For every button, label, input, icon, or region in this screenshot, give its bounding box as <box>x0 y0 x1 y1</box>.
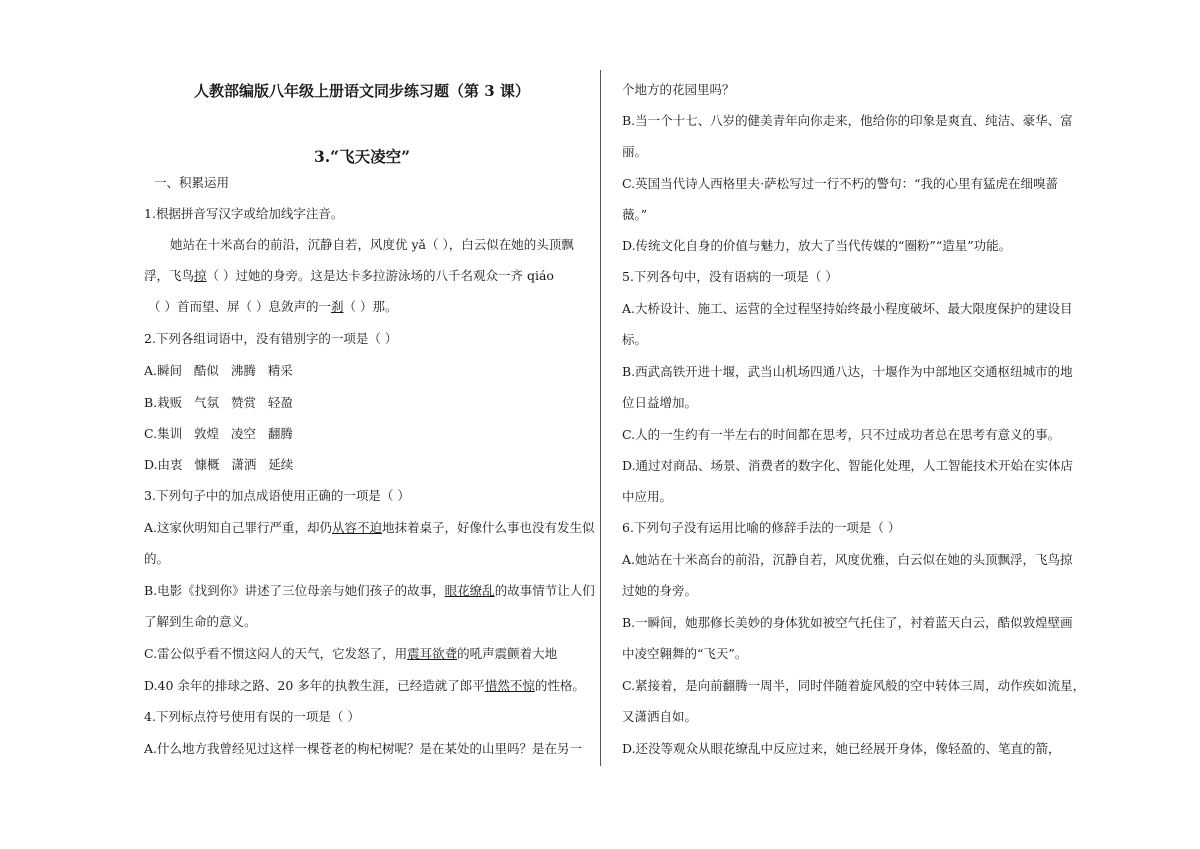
q6-option-d-line-1: D.还没等观众从眼花缭乱中反应过来，她已经展开身体，像轻盈的、笔直的箭， <box>622 741 1061 756</box>
q1-passage-line-2: 浮，飞鸟掠（ ）过她的身旁。这是达卡多拉游泳场的八千名观众一齐 qiáo <box>144 268 554 283</box>
question-4: 4.下列标点符号使用有误的一项是（ ） <box>144 709 360 724</box>
q3-option-d: D.40 余年的排球之路、20 多年的执教生涯，已经造就了郎平惜然不惊的性格。 <box>144 678 585 693</box>
q6-option-b-line-2: 中凌空翱舞的“飞天”。 <box>622 646 748 661</box>
question-6: 6.下列句子没有运用比喻的修辞手法的一项是（ ） <box>622 520 901 535</box>
q4-option-b-line-2: 丽。 <box>622 144 648 159</box>
q6-option-a-line-2: 过她的身旁。 <box>622 583 698 598</box>
q2-option-a: A.瞬间 酷似 沸腾 精采 <box>144 363 293 378</box>
q1-passage-line-3: （ ）首而望、屏（ ）息敛声的一刹（ ）那。 <box>148 299 398 314</box>
document-title: 人教部编版八年级上册语文同步练习题（第 3 课） <box>194 82 530 100</box>
question-2: 2.下列各组词语中，没有错别字的一项是（ ） <box>144 331 398 346</box>
q4-option-b-line-1: B.当一个十七、八岁的健美青年向你走来，他给你的印象是爽直、纯洁、豪华、富 <box>622 113 1073 128</box>
q4-option-a-line-1: A.什么地方我曾经见过这样一棵苍老的枸杞树呢？是在某处的山里吗？是在另一 <box>144 741 583 756</box>
question-5: 5.下列各句中，没有语病的一项是（ ） <box>622 269 838 284</box>
q6-option-a-line-1: A.她站在十米高台的前沿，沉静自若，风度优雅，白云似在她的头顶飘浮，飞鸟掠 <box>622 552 1073 567</box>
lesson-title: 3.“飞天凌空” <box>313 147 410 166</box>
q6-option-b-line-1: B.一瞬间，她那修长美妙的身体犹如被空气托住了，衬着蓝天白云，酷似敦煌壁画 <box>622 615 1073 630</box>
q4-option-d: D.传统文化自身的价值与魅力，放大了当代传媒的“圈粉”“造星”功能。 <box>622 238 1012 253</box>
q6-option-c-line-1: C.紧接着，是向前翻腾一周半，同时伴随着旋风般的空中转体三周，动作疾如流星， <box>622 678 1086 693</box>
q3-option-b-line-1: B.电影《找到你》讲述了三位母亲与她们孩子的故事，眼花缭乱的故事情节让人们 <box>144 583 595 598</box>
q5-option-c: C.人的一生约有一半左右的时间都在思考，只不过成功者总在思考有意义的事。 <box>622 427 1061 442</box>
q3-option-a-line-1: A.这家伙明知自己罪行严重，却仍从容不迫地抹着桌子，好像什么事也没有发生似 <box>144 520 595 535</box>
q4-option-c-line-1: C.英国当代诗人西格里夫·萨松写过一行不朽的警句：“我的心里有猛虎在细嗅蔷 <box>622 176 1058 191</box>
q5-option-b-line-2: 位日益增加。 <box>622 395 698 410</box>
q3-option-a-line-2: 的。 <box>144 551 170 566</box>
q3-option-c: C.雷公似乎看不惯这闷人的天气，它发怒了，用震耳欲聋的吼声震颤着大地 <box>144 646 558 661</box>
column-divider <box>600 70 601 766</box>
q5-option-d-line-2: 中应用。 <box>622 489 673 504</box>
q2-option-b: B.栽贩 气氛 赞赏 轻盈 <box>144 395 293 410</box>
q2-option-d: D.由衷 慷概 潇洒 延续 <box>144 457 294 472</box>
question-3: 3.下列句子中的加点成语使用正确的一项是（ ） <box>144 488 410 503</box>
q5-option-d-line-1: D.通过对商品、场景、消费者的数字化、智能化处理，人工智能技术开始在实体店 <box>622 458 1074 473</box>
q3-option-b-line-2: 了解到生命的意义。 <box>144 614 257 629</box>
q1-passage-line-1: 她站在十米高台的前沿，沉静自若，风度优 yǎ（ ），白云似在她的头顶飘 <box>170 237 574 252</box>
q5-option-a-line-1: A.大桥设计、施工、运营的全过程坚持始终最小程度破坏、最大限度保护的建设目 <box>622 301 1073 316</box>
q6-option-c-line-2: 又潇洒自如。 <box>622 709 698 724</box>
section-heading: 一、积累运用 <box>154 175 230 190</box>
q5-option-b-line-1: B.西武高铁开进十堰，武当山机场四通八达，十堰作为中部地区交通枢纽城市的地 <box>622 364 1073 379</box>
question-1: 1.根据拼音写汉字或给加线字注音。 <box>144 206 344 221</box>
q2-option-c: C.集训 敦煌 凌空 翻腾 <box>144 426 293 441</box>
q4-option-a-line-2: 个地方的花园里吗？ <box>622 82 735 97</box>
q4-option-c-line-2: 薇。” <box>622 207 648 222</box>
q5-option-a-line-2: 标。 <box>622 332 648 347</box>
